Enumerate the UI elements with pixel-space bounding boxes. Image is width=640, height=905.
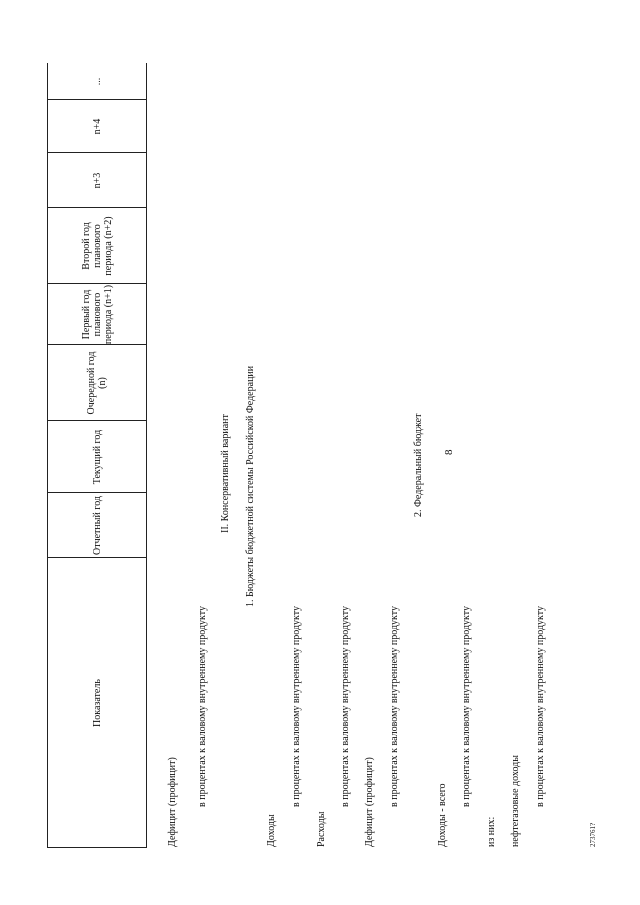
section-title: II. Консервативный вариант bbox=[220, 414, 231, 533]
header-current-year: Текущий год bbox=[91, 429, 103, 485]
row-label: Доходы bbox=[266, 814, 277, 847]
row-label: в процентах к валовому внутреннему продукту bbox=[389, 606, 400, 807]
row-label: Доходы - всего bbox=[437, 783, 448, 847]
document-id: 273761? bbox=[589, 822, 597, 847]
row-label: Дефицит (профицит) bbox=[167, 757, 178, 847]
subsection-title: 2. Федеральный бюджет bbox=[413, 413, 424, 517]
header-indicator: Показатель bbox=[91, 679, 103, 727]
row-label: в процентах к валовому внутреннему продукту bbox=[291, 606, 302, 807]
header-reporting-year: Отчетный год bbox=[91, 496, 103, 556]
table-header-bottom-border bbox=[146, 63, 147, 848]
row-label: из них: bbox=[486, 816, 497, 847]
row-label: Дефицит (профицит) bbox=[364, 757, 375, 847]
header-ellipsis: ... bbox=[91, 77, 103, 86]
header-n-plus-4: n+4 bbox=[91, 118, 103, 135]
header-plan-year-1: Первый год планового периода (n+1) bbox=[80, 284, 114, 345]
header-plan-year-2: Второй год планового периода (n+2) bbox=[80, 216, 114, 276]
page-number: 8 bbox=[443, 449, 455, 455]
row-label: Расходы bbox=[316, 811, 327, 847]
row-label: нефтегазовые доходы bbox=[510, 755, 521, 847]
row-label: в процентах к валовому внутреннему продукту bbox=[535, 606, 546, 807]
header-next-year: Очередной год (n) bbox=[86, 351, 108, 415]
header-n-plus-3: n+3 bbox=[91, 172, 103, 189]
row-label: в процентах к валовому внутреннему продукту bbox=[340, 606, 351, 807]
subsection-title: 1. Бюджеты бюджетной системы Российской Федерации bbox=[245, 365, 256, 607]
row-label: в процентах к валовому внутреннему продукту bbox=[197, 606, 208, 807]
row-label: в процентах к валовому внутреннему продукту bbox=[461, 606, 472, 807]
